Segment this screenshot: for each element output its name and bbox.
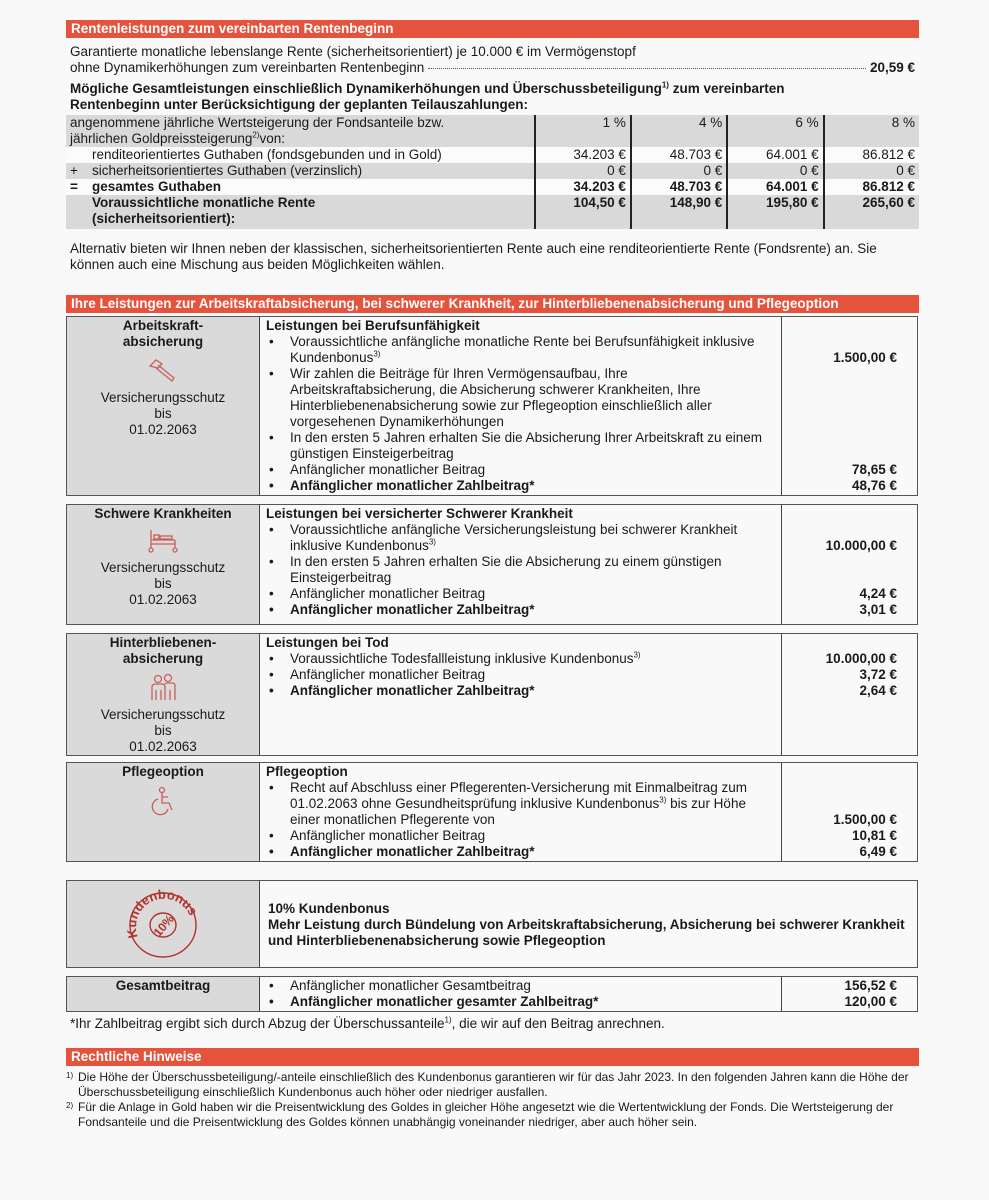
legal-note-text: Die Höhe der Überschussbeteiligung/-anteile einschließlich des Kundenbonus garantieren wir für das Jahr 2023. In den folgenden Jahren kann die Höhe der Überschussbeteiligung einschließlich Kundenbonus auch höher oder niedriger ausfallen. — [78, 1070, 909, 1099]
cell: 34.203 € — [535, 179, 631, 195]
alternative-text: Alternativ bieten wir Ihnen neben der klassischen, sicherheitsorientierten Rente auch eine renditeorientierte Rente (Fondsrente) an. Sie können auch eine Mischung aus beiden Möglichkeiten wählen. — [70, 241, 877, 272]
document-page — [66, 20, 919, 1130]
block-label-panel — [67, 505, 260, 624]
projection-table — [66, 115, 919, 229]
benefit-value: 1.500,00 € — [833, 350, 897, 365]
block-details — [260, 634, 782, 755]
guaranteed-pension-value: 20,59 € — [869, 60, 915, 75]
item-text: Voraussichtliche anfängliche monatliche Rente bei Berufsunfähigkeit inklusive Kundenbonus — [290, 334, 755, 365]
coverage-label: Versicherungsschutz — [100, 560, 226, 575]
cell: 34.203 € — [535, 147, 631, 163]
guaranteed-pension-row — [66, 60, 919, 76]
block-heading: Leistungen bei Berufsunfähigkeit — [266, 318, 480, 333]
list-item: • Anfänglicher monatlicher Zahlbeitrag* — [266, 683, 775, 699]
item-text: Voraussichtliche anfängliche Versicherungsleistung bei schwerer Krankheit inklusive Kundenbonus — [290, 522, 738, 553]
cell: 0 € — [824, 163, 919, 179]
list-item — [266, 334, 775, 366]
total-contribution: 156,52 € — [844, 978, 897, 993]
coverage-until: bis — [154, 576, 172, 591]
coverage-label: Versicherungsschutz — [100, 707, 226, 722]
table-row — [66, 147, 919, 163]
legal-note-1 — [66, 1070, 919, 1100]
block-details — [260, 505, 782, 624]
block-title: Hinterbliebenen- — [109, 635, 217, 650]
table-row — [66, 163, 919, 179]
row-label-text: renditeorientiertes Guthaben (fondsgebunden und in Gold) — [92, 147, 442, 162]
block-title: Schwere Krankheiten — [94, 506, 232, 521]
benefit-list — [266, 522, 775, 618]
footnote-ref: 3) — [633, 650, 641, 660]
note-text: *Ihr Zahlbeitrag ergibt sich durch Abzug der Überschussanteile — [70, 1016, 445, 1031]
cell: 86.812 € — [824, 147, 919, 163]
block-title: absicherung — [122, 651, 204, 666]
block-values — [782, 505, 917, 624]
header-text: angenommene jährliche Wertsteigerung der Fondsanteile bzw. — [70, 115, 445, 130]
rate-8: 8 % — [824, 115, 919, 147]
cell: 64.001 € — [727, 179, 823, 195]
payment-note — [66, 1016, 919, 1032]
list-item: • Anfänglicher monatlicher Beitrag — [266, 586, 775, 602]
list-item: • Anfänglicher monatlicher Beitrag — [266, 828, 775, 844]
block-title: Pflegeoption — [122, 764, 204, 779]
footnote-ref: 2) — [252, 130, 260, 140]
footnote-ref: 1) — [444, 1015, 452, 1025]
row-label — [66, 179, 535, 195]
hospital-bed-icon — [146, 528, 180, 554]
cell: 64.001 € — [727, 147, 823, 163]
contribution-value: 4,24 € — [859, 586, 897, 601]
block-values — [782, 317, 917, 495]
section-header-rentenleistungen: Rentenleistungen zum vereinbarten Rentenbeginn — [66, 20, 919, 38]
coverage-until: bis — [154, 406, 172, 421]
stamp-text: Kundenbonus — [123, 886, 201, 940]
section-header-leistungen: Ihre Leistungen zur Arbeitskraftabsicherung, bei schwerer Krankheit, zur Hinterbliebenenabsicherung und Pflegeoption — [66, 295, 919, 313]
cell: 48.703 € — [631, 179, 727, 195]
rate-1: 1 % — [535, 115, 631, 147]
row-prefix: + — [70, 163, 78, 178]
block-heading: Leistungen bei versicherter Schwerer Krankheit — [266, 506, 573, 521]
possible-benefits-title — [66, 81, 919, 113]
kundenbonus-stamp-icon — [120, 885, 206, 965]
row-label-text: gesamtes Guthaben — [92, 179, 222, 194]
wheelchair-icon — [148, 786, 178, 816]
total-details — [260, 977, 782, 1011]
footnote-marker: 1) — [66, 1071, 74, 1080]
block-details — [260, 317, 782, 495]
list-item — [266, 651, 775, 667]
row-label — [66, 163, 535, 179]
legal-note-text: Für die Anlage in Gold haben wir die Preisentwicklung des Goldes in gleicher Höhe angesetzt wie die Wertentwicklung der Fonds. Die Wertsteigerung der Fondsanteile und die Preisentwicklung des Goldes können unabhängig voneinander niedriger, aber auch höher sein. — [78, 1100, 894, 1129]
footnote-ref: 3) — [659, 795, 667, 805]
row-label — [66, 147, 535, 163]
block-label-panel — [67, 763, 260, 861]
block-title: Arbeitskraft- — [122, 318, 204, 333]
payment-value: 6,49 € — [859, 844, 897, 859]
item-text: Recht auf Abschluss einer Pflegerenten-Versicherung mit Einmalbeitrag zum 01.02.2063 ohne Gesundheitsprüfung inklusive Kundenbonus — [290, 780, 747, 811]
cell: 0 € — [727, 163, 823, 179]
benefit-list — [266, 651, 775, 699]
list-item: • Wir zahlen die Beiträge für Ihren Vermögensaufbau, Ihre Arbeitskraftabsicherung, die Absicherung schwerer Krankheiten, Ihre Hinterbliebenenabsicherung sowie zur Pflegeoption einschließlich aller vorgesehenen Dynamikerhöhungen — [266, 366, 775, 430]
bonus-title: 10% Kundenbonus — [268, 901, 390, 916]
total-values — [782, 977, 917, 1011]
benefit-value: 10.000,00 € — [825, 538, 897, 553]
block-title: absicherung — [122, 334, 204, 349]
cell: 265,60 € — [824, 195, 919, 229]
coverage-date: 01.02.2063 — [129, 592, 197, 607]
rate-4: 4 % — [631, 115, 727, 147]
cell: 104,50 € — [535, 195, 631, 229]
benefit-list — [266, 334, 775, 494]
total-list — [266, 978, 775, 1010]
total-payment: 120,00 € — [844, 994, 897, 1009]
possible-title-text-c: Rentenbeginn unter Berücksichtigung der geplanten Teilauszahlungen: — [70, 97, 529, 112]
table-row — [66, 179, 919, 195]
cell: 86.812 € — [824, 179, 919, 195]
cell: 148,90 € — [631, 195, 727, 229]
bonus-block — [66, 880, 918, 968]
contribution-value: 3,72 € — [859, 667, 897, 682]
list-item: • Anfänglicher monatlicher Beitrag — [266, 462, 775, 478]
list-item: • In den ersten 5 Jahren erhalten Sie die Absicherung zu einem günstigen Einsteigerbeitrag — [266, 554, 775, 586]
benefit-value: 1.500,00 € — [833, 812, 897, 827]
row-label-text: (sicherheitsorientiert): — [92, 211, 236, 226]
list-item: • Anfänglicher monatlicher Beitrag — [266, 667, 775, 683]
benefit-value: 10.000,00 € — [825, 651, 897, 666]
list-item: • Anfänglicher monatlicher Zahlbeitrag* — [266, 478, 775, 494]
item-text: Voraussichtliche Todesfallleistung inklusive Kundenbonus — [290, 651, 634, 666]
possible-title-text-b: zum vereinbarten — [668, 81, 785, 96]
list-item: • Anfänglicher monatlicher Zahlbeitrag* — [266, 602, 775, 618]
coverage-date: 01.02.2063 — [129, 422, 197, 437]
payment-value: 2,64 € — [859, 683, 897, 698]
cell: 48.703 € — [631, 147, 727, 163]
footnote-marker: 2) — [66, 1101, 74, 1110]
guaranteed-pension-line1: Garantierte monatliche lebenslange Rente (sicherheitsorientiert) je 10.000 € im Vermögenstopf — [70, 44, 636, 59]
bonus-description: Mehr Leistung durch Bündelung von Arbeitskraftabsicherung, Absicherung bei schwerer Krankheit und Hinterbliebenenabsicherung sowie Pflegeoption — [268, 917, 905, 948]
section-header-rechtliche-hinweise: Rechtliche Hinweise — [66, 1048, 919, 1066]
item-text: bis zur Höhe einer monatlichen Pflegerente von — [290, 796, 746, 827]
possible-title-text: Mögliche Gesamtleistungen einschließlich Dynamikerhöhungen und Überschussbeteiligung — [70, 81, 662, 96]
list-item: • Anfänglicher monatlicher Gesamtbeitrag — [266, 978, 775, 994]
list-item: • In den ersten 5 Jahren erhalten Sie die Absicherung Ihrer Arbeitskraft zu einem günstigen Einsteigerbeitrag — [266, 430, 775, 462]
header-text: jährlichen Goldpreissteigerung — [70, 131, 253, 146]
rate-6: 6 % — [727, 115, 823, 147]
block-values — [782, 634, 917, 755]
footnote-ref: 3) — [428, 537, 436, 547]
note-text: , die wir auf den Beitrag anrechnen. — [451, 1016, 665, 1031]
payment-value: 48,76 € — [851, 478, 897, 493]
footnote-ref: 1) — [661, 80, 669, 90]
row-label — [66, 195, 535, 229]
legal-notes — [66, 1070, 919, 1130]
cell: 0 € — [535, 163, 631, 179]
row-label-text: Voraussichtliche monatliche Rente — [92, 195, 316, 210]
bonus-text — [260, 881, 917, 967]
list-item — [266, 780, 775, 828]
coverage-until: bis — [154, 723, 172, 738]
row-label-text: sicherheitsorientiertes Guthaben (verzinslich) — [92, 163, 363, 178]
coverage-label: Versicherungsschutz — [100, 390, 226, 405]
footnote-ref: 3) — [373, 349, 381, 359]
contribution-value: 78,65 € — [851, 462, 897, 477]
table-row — [66, 195, 919, 229]
benefit-block-arbeitskraft — [66, 316, 918, 496]
list-item — [266, 522, 775, 554]
block-details — [260, 763, 782, 861]
block-heading: Leistungen bei Tod — [266, 635, 389, 650]
list-item: • Anfänglicher monatlicher gesamter Zahlbeitrag* — [266, 994, 775, 1010]
contribution-value: 10,81 € — [851, 828, 897, 843]
rate-header-label — [66, 115, 535, 147]
stamp-percent: 10% — [150, 911, 177, 939]
guaranteed-pension-line2: ohne Dynamikerhöhungen zum vereinbarten Rentenbeginn — [70, 60, 425, 75]
benefit-block-hinterbliebene — [66, 633, 918, 756]
cell: 0 € — [631, 163, 727, 179]
people-icon — [146, 673, 180, 701]
dot-leader — [428, 68, 866, 69]
list-item: • Anfänglicher monatlicher Zahlbeitrag* — [266, 844, 775, 860]
bonus-stamp-panel — [67, 881, 260, 967]
block-label-panel — [67, 317, 260, 495]
block-values — [782, 763, 917, 861]
cell: 195,80 € — [727, 195, 823, 229]
block-heading: Pflegeoption — [266, 764, 348, 779]
coverage-date: 01.02.2063 — [129, 739, 197, 754]
payment-value: 3,01 € — [859, 602, 897, 617]
hammer-icon — [146, 356, 180, 384]
row-prefix: = — [70, 179, 78, 194]
block-label-panel — [67, 634, 260, 755]
benefit-list — [266, 780, 775, 860]
total-label: Gesamtbeitrag — [67, 977, 260, 1011]
benefit-block-krankheit — [66, 504, 918, 625]
total-block — [66, 976, 918, 1012]
table-header-row — [66, 115, 919, 147]
benefit-block-pflegeoption — [66, 762, 918, 862]
header-text: von: — [259, 131, 286, 146]
legal-note-2 — [66, 1100, 919, 1130]
